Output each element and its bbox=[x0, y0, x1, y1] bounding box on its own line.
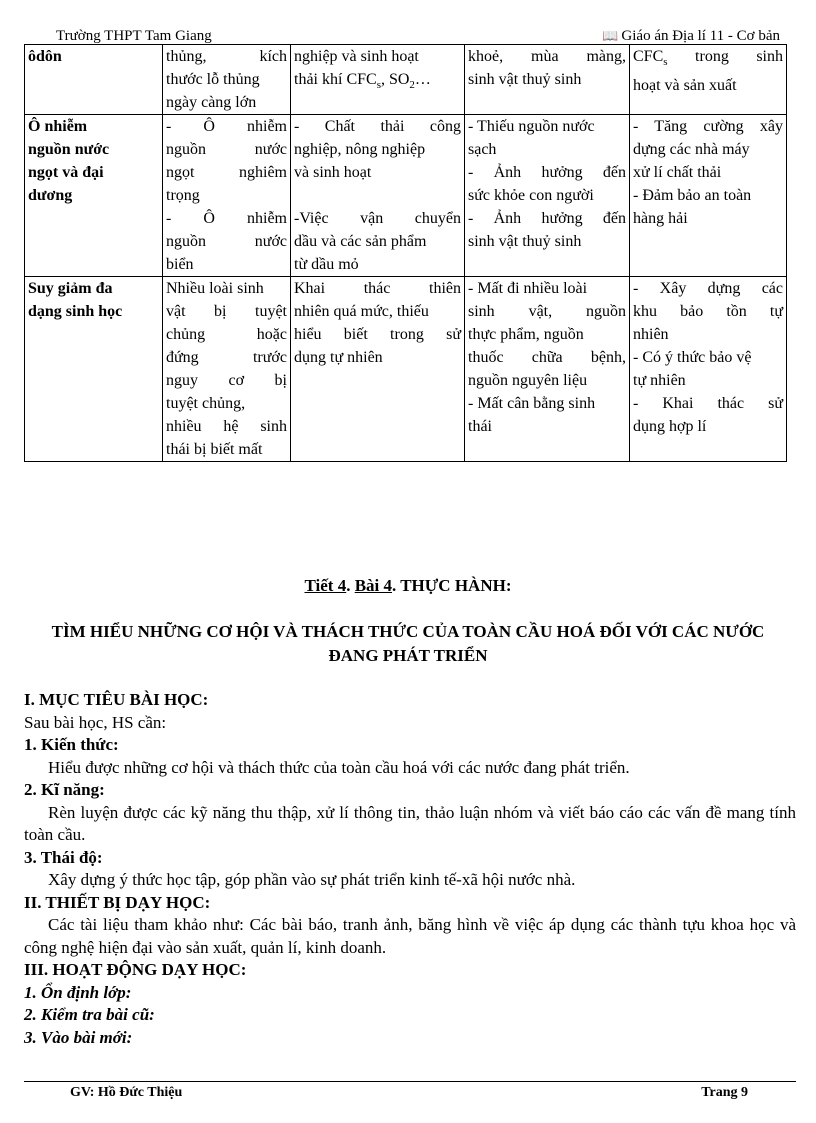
course-title bbox=[602, 28, 780, 45]
activity-item: 2. Kiểm tra bài cũ: bbox=[24, 1005, 155, 1024]
cell-line: - Ảnh hưởng đến bbox=[468, 164, 626, 181]
lesson-heading: Tiết 4. Bài 4. THỰC HÀNH: bbox=[304, 576, 512, 595]
cell-line: - Thiếu nguồn nước bbox=[468, 118, 595, 135]
cell-line: - Xây dựng các bbox=[633, 280, 783, 297]
cell-line: và sinh hoạt bbox=[294, 164, 372, 181]
status-cell bbox=[163, 115, 291, 277]
cell-line: khoẻ, mùa màng, bbox=[468, 48, 626, 65]
cell-line: Suy giảm đa bbox=[28, 280, 113, 297]
status-cell bbox=[163, 277, 291, 462]
cell-line: - Đảm bảo an toàn bbox=[633, 187, 752, 204]
cell-line: sinh vật thuỷ sinh bbox=[468, 233, 582, 250]
lesson-kind: . THỰC HÀNH: bbox=[392, 576, 512, 595]
book-icon: 📖 bbox=[602, 28, 619, 43]
environment-issues-table bbox=[24, 44, 787, 462]
cell-line: ôdôn bbox=[28, 48, 62, 65]
cell-line: chủng hoặc bbox=[166, 326, 287, 343]
cell-line: hoạt và sản xuất bbox=[633, 77, 737, 95]
author-name: GV: Hồ Đức Thiệu bbox=[70, 1085, 183, 1100]
paragraph: Xây dựng ý thức học tập, góp phần vào sự phát triển kinh tế-xã hội nước nhà. bbox=[48, 870, 576, 889]
cell-line: $CFC_s$ trong sinh bbox=[633, 48, 783, 69]
cell-line: ngày càng lớn bbox=[166, 94, 257, 111]
cell-line: biển bbox=[166, 256, 194, 273]
cell-line: - Tăng cường xây bbox=[633, 118, 783, 135]
cell-line: - Mất đi nhiều loài bbox=[468, 280, 588, 297]
page-footer bbox=[24, 1081, 796, 1100]
cell-line: ngọt và đại bbox=[28, 164, 104, 181]
cell-line: vật bị tuyệt bbox=[166, 303, 287, 320]
paragraph: Rèn luyện được các kỹ năng thu thập, xử lí thông tin, thảo luận nhóm và viết báo cáo các vấn đề mang tính toàn cầu. bbox=[24, 802, 796, 844]
effect-cell bbox=[465, 277, 630, 462]
cell-line: thủng, kích bbox=[166, 48, 287, 65]
cell-line: nhiên quá mức, thiếu bbox=[294, 303, 429, 320]
cell-line: nguy cơ bị bbox=[166, 372, 287, 389]
cell-line: nguồn nước bbox=[166, 141, 287, 158]
cell-line: nghiệp và sinh hoạt bbox=[294, 48, 419, 65]
table-row bbox=[25, 45, 787, 115]
cell-line: sinh vật, nguồn bbox=[468, 303, 626, 320]
cell-line: đứng trước bbox=[166, 349, 287, 366]
issue-cell bbox=[25, 115, 163, 277]
cell-line: nhiều hệ sinh bbox=[166, 418, 287, 435]
cell-line: thái bbox=[468, 418, 492, 435]
cell-line: nguồn nguyên liệu bbox=[468, 372, 588, 389]
cell-line: - Có ý thức bảo vệ bbox=[633, 349, 752, 366]
cell-line: nguồn nước bbox=[28, 141, 110, 158]
issue-cell bbox=[25, 45, 163, 115]
cell-line: ngọt nghiêm bbox=[166, 164, 287, 181]
activity-item: 1. Ổn định lớp: bbox=[24, 982, 132, 1002]
cell-line: - Ảnh hưởng đến bbox=[468, 210, 626, 227]
section-intro: Sau bài học, HS cần: bbox=[24, 712, 167, 732]
lesson-period: Tiết 4 bbox=[304, 576, 347, 595]
cell-line: thái bị biết mất bbox=[166, 441, 263, 458]
cell-line: Khai thác thiên bbox=[294, 280, 461, 297]
cause-cell bbox=[291, 115, 465, 277]
lesson-body bbox=[24, 689, 796, 1049]
cell-line: dầu và các sản phẩm bbox=[294, 233, 427, 250]
cell-line: - Ô nhiễm bbox=[166, 118, 287, 135]
subsection-heading: 1. Kiến thức: bbox=[24, 735, 119, 754]
cell-line: nguồn nước bbox=[166, 233, 287, 250]
cell-line: dụng hợp lí bbox=[633, 418, 707, 435]
course-title-text: Giáo án Địa lí 11 - Cơ bản bbox=[621, 28, 780, 44]
subsection-heading: 2. Kĩ năng: bbox=[24, 780, 105, 799]
activity-item: 3. Vào bài mới: bbox=[24, 1027, 133, 1047]
cell-line: thực phẩm, nguồn bbox=[468, 326, 584, 343]
section-heading: II. THIẾT BỊ DẠY HỌC: bbox=[24, 892, 211, 912]
paragraph: Hiểu được những cơ hội và thách thức của toàn cầu hoá với các nước đang phát triển. bbox=[48, 757, 630, 777]
lesson-number: Bài 4 bbox=[354, 576, 393, 595]
status-cell bbox=[163, 45, 291, 115]
cell-line: tuyệt chủng, bbox=[166, 395, 246, 412]
lesson-title: TÌM HIỂU NHỮNG CƠ HỘI VÀ THÁCH THỨC CỦA TOÀN CẦU HOÁ ĐỐI VỚI CÁC NƯỚC ĐANG PHÁT TRIỂN bbox=[51, 622, 765, 665]
paragraph: Các tài liệu tham khảo như: Các bài báo, tranh ảnh, băng hình về việc áp dụng các thành tựu khoa học và công nghệ hiện đại vào sản xuất, quản lí, kinh doanh. bbox=[24, 915, 796, 957]
cell-line: - Chất thải công bbox=[294, 118, 461, 135]
cell-line: thước lỗ thủng bbox=[166, 71, 260, 88]
cell-line: xử lí chất thải bbox=[633, 164, 722, 181]
effect-cell bbox=[465, 115, 630, 277]
table-row bbox=[25, 277, 787, 462]
page-number: Trang 9 bbox=[701, 1085, 748, 1100]
cell-line: -Việc vận chuyển bbox=[294, 210, 461, 227]
section-heading: I. MỤC TIÊU BÀI HỌC: bbox=[24, 690, 209, 709]
cell-line: nghiệp, nông nghiệp bbox=[294, 141, 426, 158]
cell-line: - Khai thác sử bbox=[633, 395, 783, 412]
school-name: Trường THPT Tam Giang bbox=[56, 28, 212, 44]
cause-cell bbox=[291, 277, 465, 462]
cell-line: dương bbox=[28, 187, 73, 204]
cell-line: dụng tự nhiên bbox=[294, 349, 383, 366]
cell-line: sinh vật thuỷ sinh bbox=[468, 71, 582, 88]
cell-line: sạch bbox=[468, 141, 497, 158]
solution-cell bbox=[630, 115, 787, 277]
solution-cell bbox=[630, 45, 787, 115]
cell-line: tự nhiên bbox=[633, 372, 686, 389]
cell-line: hàng hải bbox=[633, 210, 688, 227]
cell-line: nhiên bbox=[633, 326, 669, 343]
cell-line: khu bảo tồn tự bbox=[633, 303, 783, 320]
cell-line: dạng sinh học bbox=[28, 303, 123, 320]
cell-line: từ dầu mỏ bbox=[294, 256, 359, 273]
issue-cell bbox=[25, 277, 163, 462]
cell-line: Ô nhiễm bbox=[28, 118, 88, 135]
cell-line: trọng bbox=[166, 187, 200, 204]
cell-line: - Ô nhiễm bbox=[166, 210, 287, 227]
cell-line: dựng các nhà máy bbox=[633, 141, 750, 158]
subsection-heading: 3. Thái độ: bbox=[24, 847, 103, 867]
solution-cell bbox=[630, 277, 787, 462]
cell-line: thải khí $CFC_s$, $SO_2\dots$ bbox=[294, 71, 431, 92]
effect-cell bbox=[465, 45, 630, 115]
cell-line: Nhiều loài sinh bbox=[166, 280, 264, 297]
cell-line: thuốc chữa bệnh, bbox=[468, 349, 626, 366]
page-header bbox=[24, 26, 786, 45]
cell-gap bbox=[294, 184, 461, 207]
cell-line: - Mất cân bằng sinh bbox=[468, 395, 596, 412]
cause-cell bbox=[291, 45, 465, 115]
cell-line: hiểu biết trong sử bbox=[294, 326, 461, 343]
table-row bbox=[25, 115, 787, 277]
section-heading: III. HOẠT ĐỘNG DẠY HỌC: bbox=[24, 960, 247, 979]
cell-line: sức khỏe con người bbox=[468, 187, 594, 204]
